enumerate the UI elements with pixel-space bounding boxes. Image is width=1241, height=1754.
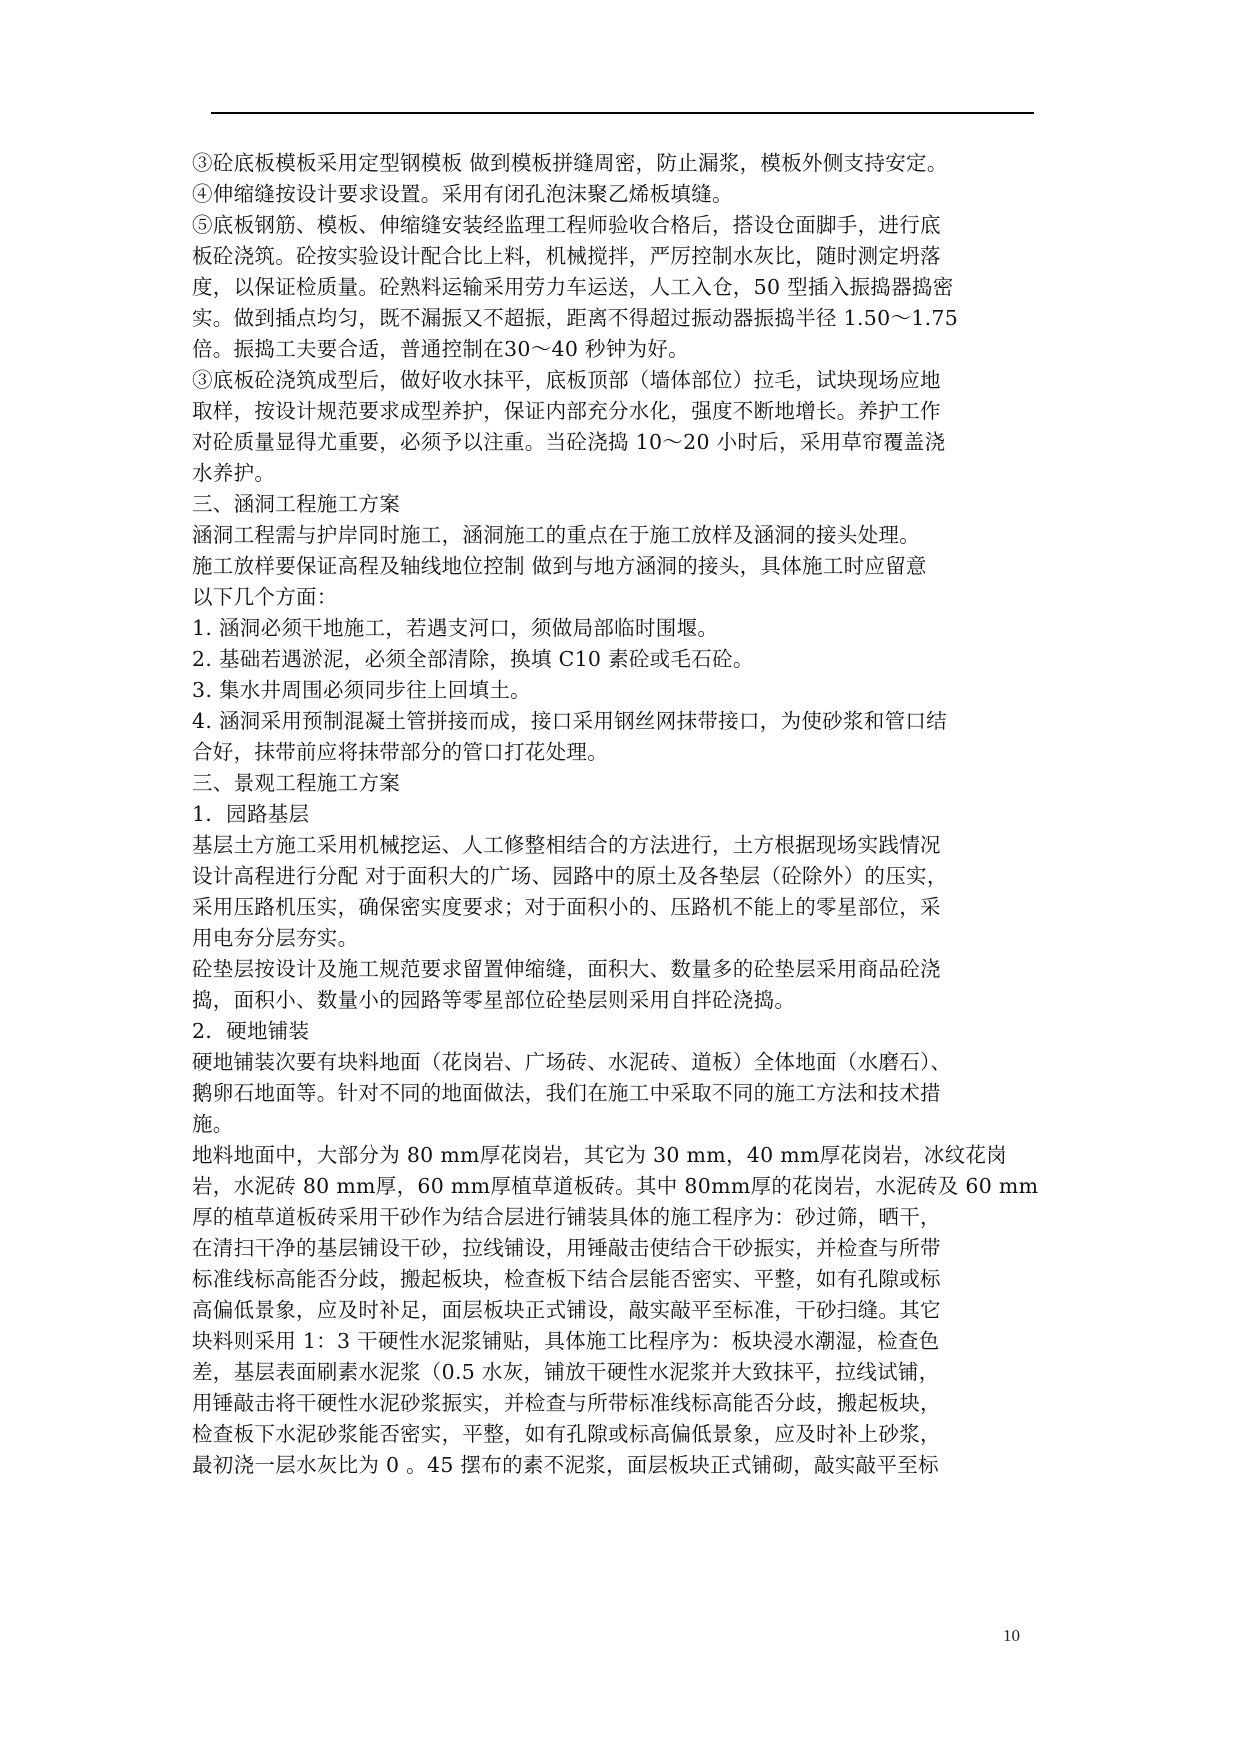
list-item: 3. 集水井周围必须同步往上回填土。	[192, 678, 531, 702]
text-line: 岩，水泥砖 80 mm厚，60 mm厚植草道板砖。其中 80mm厚的花岗岩，水泥砖及 60 mm	[192, 1174, 1039, 1198]
text-line: 块料则采用 1：3 干硬性水泥浆铺贴，具体施工比程序为：板块浸水潮湿，检查色	[192, 1329, 940, 1353]
text-line: 地料地面中，大部分为 80 mm厚花岗岩，其它为 30 mm，40 mm厚花岗岩，冰纹花岗	[192, 1143, 1007, 1167]
text-line: 标准线标高能否分歧，搬起板块，检查板下结合层能否密实、平整，如有孔隙或标	[192, 1267, 941, 1291]
text-line: ④伸缩缝按设计要求设置。采用有闭孔泡沫聚乙烯板填缝。	[192, 182, 733, 206]
text-line: 施。	[192, 1112, 234, 1136]
text-line: 实。做到插点均匀，既不漏振又不超振，距离不得超过振动器振捣半径 1.50～1.75	[192, 306, 959, 330]
text-line: 硬地铺装次要有块料地面（花岗岩、广场砖、水泥砖、道板）全体地面（水磨石）、	[192, 1050, 952, 1074]
text-line: 涵洞工程需与护岸同时施工，涵洞施工的重点在于施工放样及涵洞的接头处理。	[192, 523, 920, 547]
page-number: 10	[1003, 1626, 1020, 1645]
section-heading: 三、景观工程施工方案	[192, 771, 400, 795]
text-line: 度，以保证检质量。砼熟料运输采用劳力车运送，人工入仓，50 型插入振捣器捣密	[192, 275, 954, 299]
text-line: 在清扫干净的基层铺设干砂，拉线铺设，用锤敲击使结合干砂振实，并检查与所带	[192, 1236, 941, 1260]
text-line: ⑤底板钢筋、模板、伸缩缝安装经监理工程师验收合格后，搭设仓面脚手，进行底	[192, 213, 941, 237]
text-line: 差，基层表面刷素水泥浆（0.5 水灰，铺放干硬性水泥浆并大致抹平，拉线试铺，	[192, 1360, 940, 1384]
text-line: ③底板砼浇筑成型后，做好收水抹平，底板顶部（墙体部位）拉毛，试块现场应地	[192, 368, 941, 392]
text-line: 厚的植草道板砖采用干砂作为结合层进行铺装具体的施工程序为：砂过筛，晒干，	[192, 1205, 941, 1229]
text-line: ③砼底板模板采用定型钢模板 做到模板拼缝周密，防止漏浆，模板外侧支持安定。	[192, 151, 948, 175]
list-item: 2. 基础若遇淤泥，必须全部清除，换填 C10 素砼或毛石砼。	[192, 647, 754, 671]
list-item: 4. 涵洞采用预制混凝土管拼接而成，接口采用钢丝网抹带接口，为使砂浆和管口结	[192, 709, 947, 733]
text-line: 最初浇一层水灰比为 0 。45 摆布的素不泥浆，面层板块正式铺砌，敲实敲平至标	[192, 1453, 939, 1477]
subsection-heading: 1．园路基层	[192, 802, 310, 826]
section-heading: 三、涵洞工程施工方案	[192, 492, 400, 516]
text-line: 取样，按设计规范要求成型养护，保证内部充分水化，强度不断地增长。养护工作	[192, 399, 941, 423]
text-line: 高偏低景象，应及时补足，面层板块正式铺设，敲实敲平至标准，干砂扫缝。其它	[192, 1298, 941, 1322]
header-rule	[211, 112, 1034, 114]
text-line: 板砼浇筑。砼按实验设计配合比上料，机械搅拌，严厉控制水灰比，随时测定坍落	[192, 244, 941, 268]
text-line: 检查板下水泥砂浆能否密实，平整，如有孔隙或标高偏低景象，应及时补上砂浆，	[192, 1422, 941, 1446]
text-line: 基层土方施工采用机械挖运、人工修整相结合的方法进行，土方根据现场实践情况	[192, 833, 941, 857]
text-line: 用锤敲击将干硬性水泥砂浆振实，并检查与所带标准线标高能否分歧，搬起板块，	[192, 1391, 941, 1415]
text-line: 鹅卵石地面等。针对不同的地面做法，我们在施工中采取不同的施工方法和技术措	[192, 1081, 941, 1105]
text-line: 用电夯分层夯实。	[192, 926, 359, 950]
text-line: 施工放样要保证高程及轴线地位控制 做到与地方涵洞的接头，具体施工时应留意	[192, 554, 927, 578]
text-line: 对砼质量显得尤重要，必须予以注重。当砼浇捣 10～20 小时后，采用草帘覆盖浇	[192, 430, 946, 454]
body-text	[192, 148, 1097, 1481]
subsection-heading: 2．硬地铺装	[192, 1019, 310, 1043]
text-line: 捣，面积小、数量小的园路等零星部位砼垫层则采用自拌砼浇捣。	[192, 988, 796, 1012]
text-line: 水养护。	[192, 461, 276, 485]
list-item: 1. 涵洞必须干地施工，若遇支河口，须做局部临时围堰。	[192, 616, 719, 640]
text-line: 倍。振捣工夫要合适，普通控制在30～40 秒钟为好。	[192, 337, 689, 361]
text-line: 合好，抹带前应将抹带部分的管口打花处理。	[192, 740, 608, 764]
text-line: 采用压路机压实，确保密实度要求；对于面积小的、压路机不能上的零星部位，采	[192, 895, 941, 919]
text-line: 设计高程进行分配 对于面积大的广场、园路中的原土及各垫层（砼除外）的压实，	[192, 864, 948, 888]
text-line: 砼垫层按设计及施工规范要求留置伸缩缝，面积大、数量多的砼垫层采用商品砼浇	[192, 957, 941, 981]
text-line: 以下几个方面：	[192, 585, 338, 609]
